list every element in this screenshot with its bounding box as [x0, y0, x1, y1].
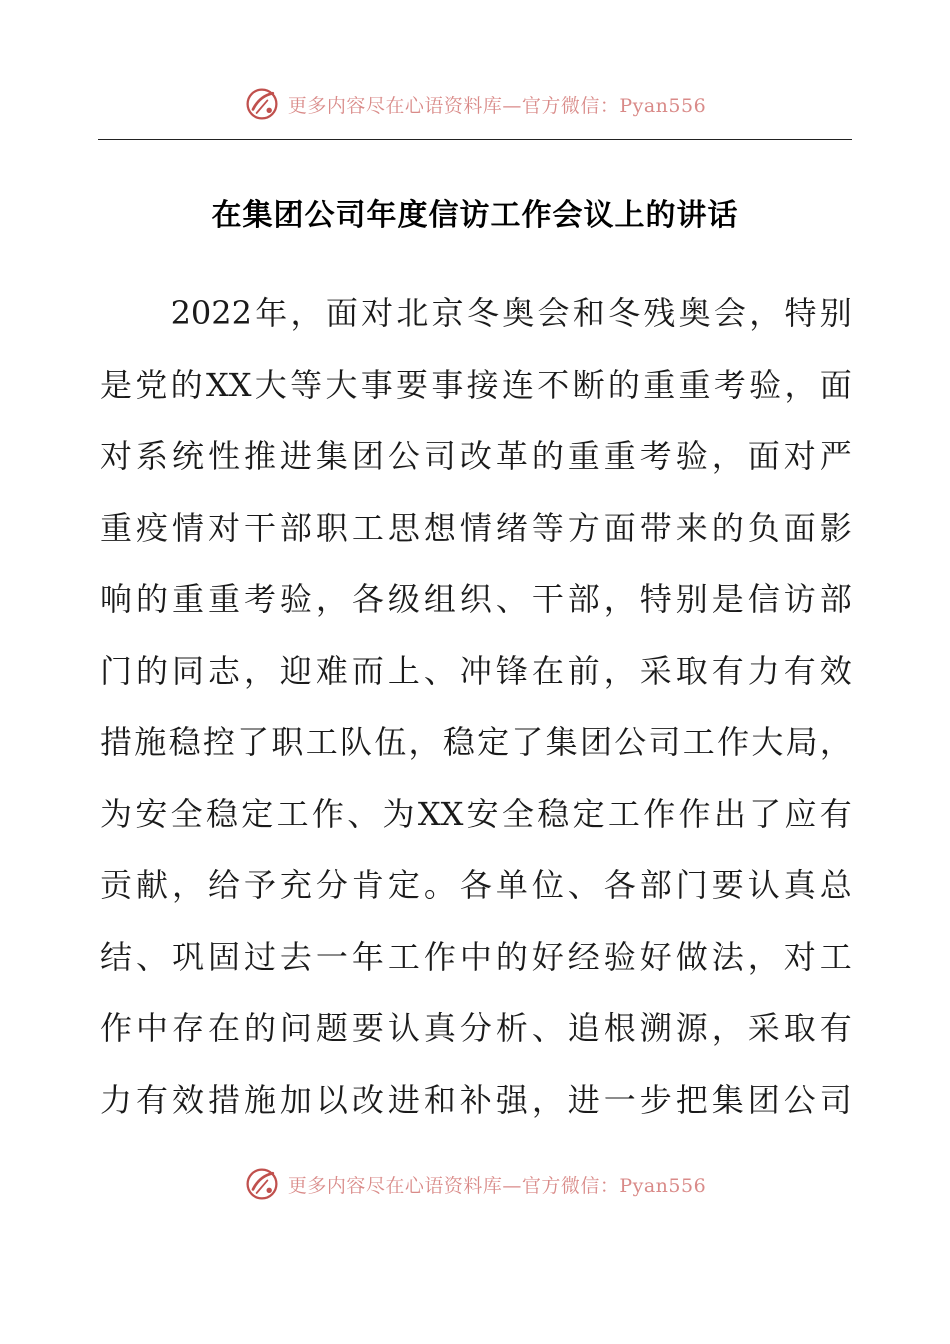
body-line: 2022 年 ， 面 对 北 京 冬 奥 会 和 冬 残 奥 会 ， 特 别: [170, 294, 852, 332]
body-line: 力 有 效 措 施 加 以 改 进 和 补 强 ， 进 一 步 把 集 团 公 司: [100, 1080, 852, 1119]
body-line: 措 施 稳 控 了 职 工 队 伍 ， 稳 定 了 集 团 公 司 工 作 大 局 ，: [100, 723, 852, 761]
footer-watermark: [0, 1162, 950, 1206]
calligraphy-brush-logo-icon: [244, 86, 280, 122]
body-line: 贡 献 ， 给 予 充 分 肯 定 。 各 单 位 、 各 部 门 要 认 真 总: [100, 866, 852, 904]
document-title: 在集团公司年度信访工作会议上的讲话: [211, 198, 739, 233]
body-line: 结 、 巩 固 过 去 一 年 工 作 中 的 好 经 验 好 做 法 ， 对 工: [100, 937, 852, 976]
body-line: 门 的 同 志 ， 迎 难 而 上 、 冲 锋 在 前 ， 采 取 有 力 有 效: [100, 651, 852, 690]
body-line: 响 的 重 重 考 验 ， 各 级 组 织 、 干 部 ， 特 别 是 信 访 部: [100, 580, 852, 618]
body-line: 是 党 的 XX 大 等 大 事 要 事 接 连 不 断 的 重 重 考 验 ， 面: [100, 365, 852, 404]
header-watermark: [0, 82, 950, 126]
body-line: 重 疫 情 对 干 部 职 工 思 想 情 绪 等 方 面 带 来 的 负 面 影: [100, 508, 852, 547]
watermark-text: 更多内容尽在心语资料库—官方微信：Pyan556: [287, 1174, 707, 1197]
document-body: [100, 278, 852, 1136]
body-line: 作 中 存 在 的 问 题 要 认 真 分 析 、 追 根 溯 源 ， 采 取 有: [100, 1009, 852, 1047]
watermark-text: 更多内容尽在心语资料库—官方微信：Pyan556: [287, 94, 707, 117]
header-divider: [98, 139, 852, 140]
body-line: 对 系 统 性 推 进 集 团 公 司 改 革 的 重 重 考 验 ， 面 对 严: [100, 437, 852, 475]
body-line: 为 安 全 稳 定 工 作 、 为 XX 安 全 稳 定 工 作 作 出 了 应 有: [100, 794, 852, 833]
calligraphy-brush-logo-icon: [244, 1166, 280, 1202]
